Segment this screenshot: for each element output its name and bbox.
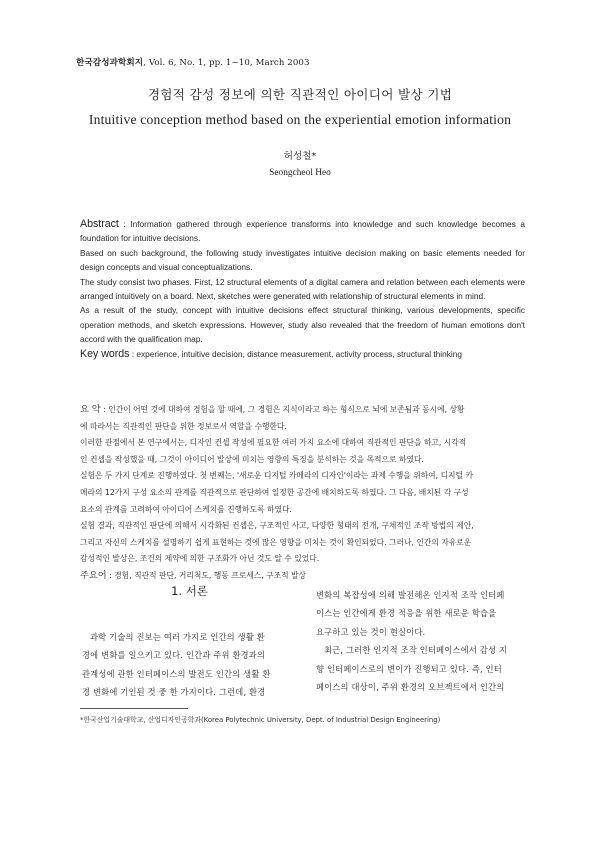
footnote-divider (80, 708, 188, 709)
body-line: 이스는 인간에게 환경 적응을 위한 새로운 학습을 (316, 608, 497, 619)
korean-abstract-line: 이러한 관점에서 본 연구에서는, 디자인 컨셉 작성에 필요한 여러 가지 요소에 대하여 직관적인 판단을 하고, 시각적 (80, 438, 467, 448)
korean-keywords-text: 경험, 직관적 판단, 거리척도, 행동 프로세스, 구조적 발상 (114, 570, 306, 580)
abstract-paragraph-4: As a result of the study, concept with intuitive decisions effect structural thinking, various developments, specific operation methods, and sketch expressions. However, study also revealed that the freedom of human emotions don't accord with the qualification map. (80, 305, 525, 345)
footnote: *한국산업기술대학교, 산업디자인공학과(Korea Polytechnic University, Dept. of Industrial Design Engineering) (80, 716, 441, 724)
journal-header (76, 56, 310, 68)
body-line: 최근, 그러한 인지적 조작 인터페이스에서 감성 지 (324, 645, 508, 656)
body-line: 관계성에 관한 인터페이스의 발전도 인간의 생활 환 (82, 668, 271, 679)
abstract-paragraph-3: The study consist two phases. First, 12 structural elements of a digital camera and relation between each elements were arranged intuitively on a board. Next, sketches were generated with relationship of structural elements in mind. (80, 276, 525, 302)
body-line: 변화의 복잡성에 의해 발전해온 인지적 조작 인터페 (316, 590, 505, 600)
body-column-left (82, 628, 297, 702)
body-line: 경 변화에 기인된 것 중 한 가지이다. 그런데, 환경 (82, 687, 266, 698)
keywords-text: experience, intuitive decision, distance measurement, activity process, structural thinking (136, 348, 462, 359)
korean-abstract-line: 실험은 두 가지 단계로 진행하였다. 첫 번째는, '새로운 디지털 카메라의 디자인'이라는 과제 수행을 위하여, 디지털 카 (80, 471, 473, 481)
journal-citation: , Vol. 6, No. 1, pp. 1~10, March 2003 (143, 58, 310, 68)
korean-abstract (80, 402, 525, 585)
journal-name: 한국감성과학회지 (76, 58, 144, 68)
korean-abstract-line: 메라의 12가지 구성 요소의 관계를 직관적으로 판단하여 일정한 공간에 배치하도록 하였다. 그 다음, 배치된 각 구성 (80, 487, 469, 497)
body-line: 과학 기술의 진보는 여러 가지로 인간의 생활 환 (90, 632, 265, 642)
body-line: 향 인터페이스로의 변이가 진행되고 있다. 즉, 인터 (316, 663, 502, 674)
korean-abstract-line: 요소의 관계를 고려하여 아이디어 스케치를 진행하도록 하였다. (80, 504, 292, 514)
paper-title-english: Intuitive conception method based on the experiential emotion information (88, 112, 512, 127)
korean-keywords: 주요어 : 경험, 직관적 판단, 거리척도, 행동 프로세스, 구조적 발상 (80, 569, 306, 581)
body-column-right (316, 586, 531, 696)
korean-abstract-line: 그리고 자신의 스케치를 설명하기 쉽게 표현하는 것에 많은 영향을 미치는 것이 확인되었다. 그러나, 인간의 자유로운 (80, 537, 472, 547)
abstract-paragraph-1: Abstract : Information gathered through experience transforms into knowledge and such knowledge becomes a foundation for intuitive decisions. (80, 218, 525, 244)
section-heading: 1. 서론 (171, 584, 208, 598)
korean-abstract-line: 감성적인 발상은, 조건의 제약에 의한 구조화가 아닌 것도 알 수 있었다. (80, 554, 320, 564)
paper-title-korean: 경험적 감성 정보에 의한 직관적인 아이디어 발상 기법 (147, 87, 453, 102)
abstract-paragraph-2: Based on such background, the following study investigates intuitive decision making on basic elements needed for design concepts and visual conceptualizations. (80, 247, 525, 273)
korean-abstract-label: 요 약 (80, 404, 101, 415)
korean-abstract-line: 실험 결과, 직관적인 판단에 의해서 시각화된 컨셉은, 구조적인 사고, 다양한 형태의 전개, 구체적인 조작 방법의 제안, (80, 521, 474, 531)
korean-abstract-line: 인 컨셉을 작성했을 때, 그것이 아이디어 발상에 미치는 영향의 특징을 분석하는 것을 목적으로 하였다. (80, 454, 424, 464)
author-name-korean: 허성철* (283, 151, 317, 162)
english-abstract (80, 217, 525, 361)
keywords-label: Key words (80, 347, 130, 360)
korean-abstract-line: 에 따라서는 직관적인 판단을 위한 정보로서 역할을 수행한다. (80, 421, 287, 431)
korean-abstract-line: 요 약 : 인간이 어떤 것에 대하여 경험을 할 때에, 그 경험은 지식이라고 하는 형식으로 뇌에 보존됨과 동시에, 상황 (80, 404, 465, 415)
korean-keywords-label: 주요어 (80, 569, 107, 581)
body-line: 경에 변화를 일으키고 있다. 인간과 주위 환경과의 (82, 650, 266, 661)
author-name-english: Seongcheol Heo (269, 168, 331, 178)
abstract-keywords: Key words : experience, intuitive decision, distance measurement, activity process, structural thinking (80, 347, 462, 360)
abstract-label: Abstract (80, 218, 119, 230)
body-line: 요구하고 있는 것이 현실이다. (316, 626, 426, 637)
body-line: 페이스의 대상이, 주위 환경의 오브젝트에서 인간의 (316, 682, 505, 693)
